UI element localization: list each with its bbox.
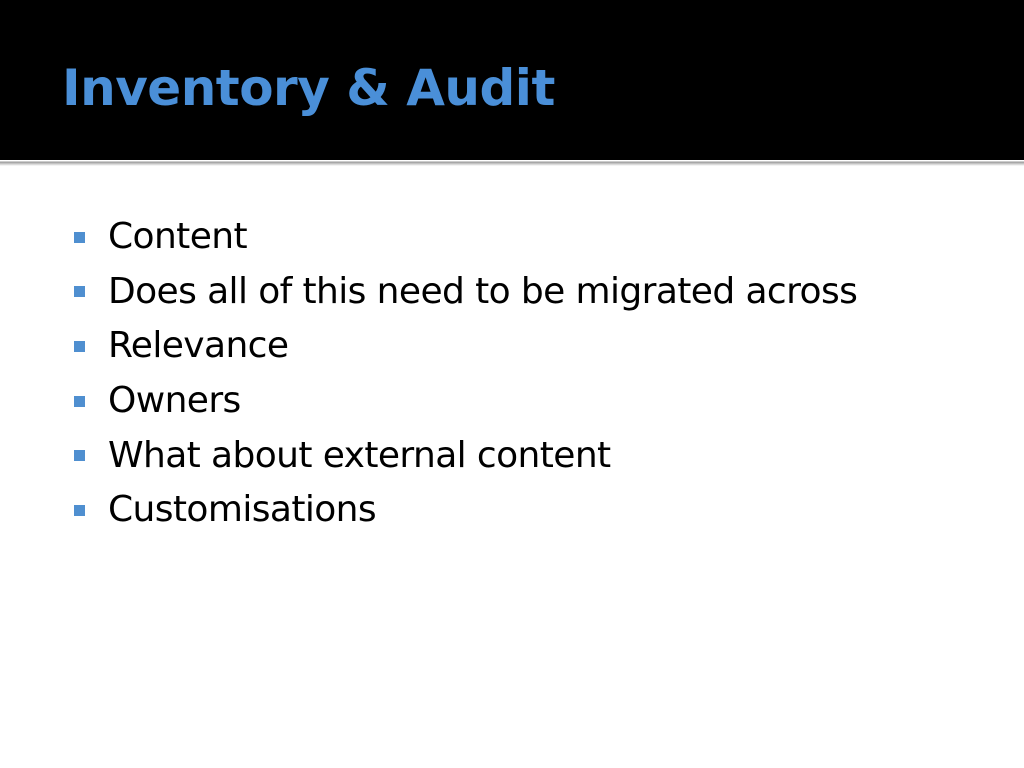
title-bar <box>0 0 1024 160</box>
bullet-text: Content <box>108 216 247 258</box>
bullet-text: Does all of this need to be migrated across <box>108 270 858 312</box>
bullet-item <box>74 319 857 374</box>
bullet-item <box>74 210 857 265</box>
bullet-list <box>74 210 857 538</box>
bullet-item <box>74 374 857 429</box>
bullet-item <box>74 483 857 538</box>
square-bullet-icon <box>74 341 85 352</box>
square-bullet-icon <box>74 232 85 243</box>
bullet-text: Relevance <box>108 325 289 367</box>
bullet-item <box>74 428 857 483</box>
square-bullet-icon <box>74 396 85 407</box>
square-bullet-icon <box>74 505 85 516</box>
square-bullet-icon <box>74 450 85 461</box>
bullet-text: Customisations <box>108 489 377 531</box>
bullet-item <box>74 265 857 320</box>
title-divider <box>0 160 1024 166</box>
bullet-text: Owners <box>108 380 241 422</box>
square-bullet-icon <box>74 286 85 297</box>
slide-title: Inventory & Audit <box>62 59 555 117</box>
bullet-text: What about external content <box>108 434 611 476</box>
